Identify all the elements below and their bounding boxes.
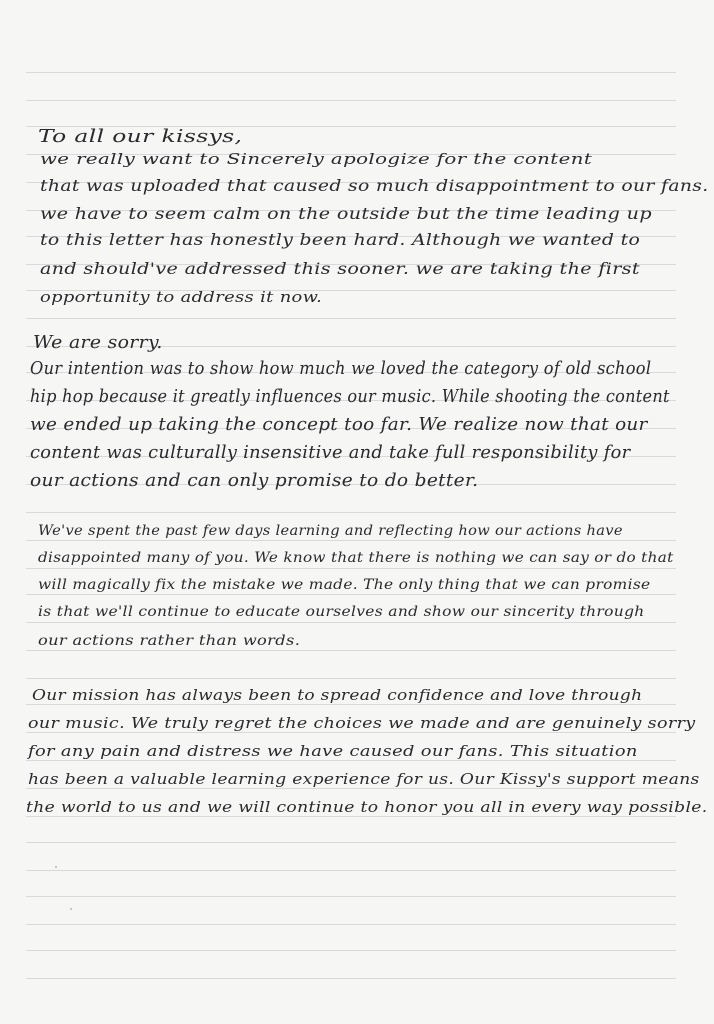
ruled-line <box>26 318 676 319</box>
text-line: our music. We truly regret the choices we made and are genuinely sorry <box>28 714 696 732</box>
text-line: hip hop because it greatly influences our music. While shooting the content <box>30 386 670 407</box>
text-line: content was culturally insensitive and take full responsibility for <box>30 442 631 463</box>
paper-speck <box>70 908 72 910</box>
letter-greeting: To all our kissys, <box>38 126 243 147</box>
ruled-line <box>26 978 676 979</box>
ruled-line <box>26 540 676 541</box>
ruled-line <box>26 594 676 595</box>
ruled-line <box>26 950 676 951</box>
ruled-line <box>26 788 676 789</box>
text-line: We are sorry. <box>33 332 163 353</box>
text-line: is that we'll continue to educate ourselves and show our sincerity through <box>38 604 645 620</box>
text-line: for any pain and distress we have caused our fans. This situation <box>28 742 638 760</box>
text-line: we really want to Sincerely apologize for the content <box>40 150 593 168</box>
text-line: has been a valuable learning experience for us. Our Kissy's support means <box>28 770 700 788</box>
ruled-line <box>26 896 676 897</box>
ruled-line <box>26 760 676 761</box>
text-line: our actions rather than words. <box>38 633 301 649</box>
text-line: will magically fix the mistake we made. The only thing that we can promise <box>38 577 651 593</box>
text-line: we ended up taking the concept too far. We realize now that our <box>30 414 648 435</box>
ruled-line <box>26 568 676 569</box>
paper-speck <box>55 866 57 868</box>
ruled-line <box>26 842 676 843</box>
ruled-line <box>26 622 676 623</box>
ruled-line <box>26 924 676 925</box>
ruled-line <box>26 72 676 73</box>
ruled-line <box>26 512 676 513</box>
text-line: opportunity to address it now. <box>40 288 323 306</box>
text-line: we have to seem calm on the outside but the time leading up <box>40 204 652 223</box>
text-line: Our intention was to show how much we loved the category of old school <box>30 358 652 379</box>
ruled-line <box>26 704 676 705</box>
ruled-line <box>26 870 676 871</box>
ruled-line <box>26 816 676 817</box>
text-line: that was uploaded that caused so much disappointment to our fans. <box>40 176 709 195</box>
text-line: and should've addressed this sooner. we are taking the first <box>40 259 640 278</box>
text-line: disappointed many of you. We know that there is nothing we can say or do that <box>38 550 674 566</box>
text-line: to this letter has honestly been hard. Although we wanted to <box>40 230 641 249</box>
text-line: Our mission has always been to spread confidence and love through <box>32 686 643 704</box>
text-line: our actions and can only promise to do better. <box>30 470 479 491</box>
ruled-line <box>26 100 676 101</box>
ruled-line <box>26 678 676 679</box>
text-line: We've spent the past few days learning and reflecting how our actions have <box>38 523 623 539</box>
ruled-line <box>26 650 676 651</box>
text-line: the world to us and we will continue to honor you all in every way possible. <box>26 798 708 816</box>
ruled-line <box>26 732 676 733</box>
